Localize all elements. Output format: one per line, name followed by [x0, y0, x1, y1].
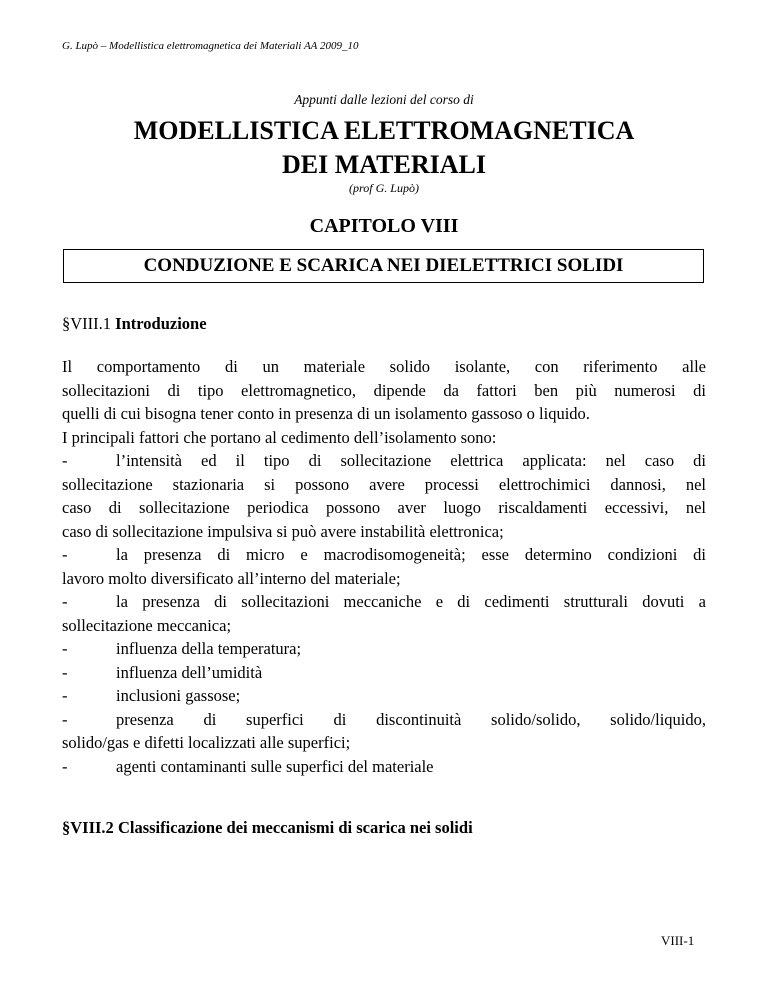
list-item-line	[62, 684, 706, 708]
list-item-line	[62, 755, 706, 779]
bullet-dash: -	[62, 756, 68, 776]
running-header: G. Lupò – Modellistica elettromagnetica dei Materiali AA 2009_10	[62, 40, 359, 52]
bullet-dash: -	[62, 451, 68, 470]
section-heading-1	[62, 314, 207, 334]
course-title	[0, 114, 768, 182]
page-number: VIII-1	[661, 933, 695, 948]
list-item-text: presenza di superfici di discontinuità solido/solido, solido/liquido,	[116, 709, 706, 729]
bullet-dash: -	[62, 545, 68, 564]
list-item-line	[62, 543, 706, 567]
paragraph-line: sollecitazioni di tipo elettromagnetico, dipende da fattori ben più numerosi di	[62, 380, 706, 400]
chapter-title: CAPITOLO VIII	[309, 215, 459, 237]
list-item-line	[62, 708, 706, 732]
bullet-dash: -	[62, 639, 68, 658]
bullet-dash: -	[62, 709, 68, 729]
list-item-line	[62, 449, 706, 473]
intro-line: Appunti dalle lezioni del corso di	[294, 92, 474, 107]
list-item-text: agenti contaminanti sulle superfici del materiale	[116, 756, 434, 776]
section-number: §VIII.2	[62, 818, 114, 837]
section-title: Classificazione dei meccanismi di scarica nei solidi	[117, 818, 473, 837]
professor-credit: (prof G. Lupò)	[349, 181, 419, 195]
list-item-line: lavoro molto diversificato all’interno del materiale;	[62, 568, 401, 588]
paragraph-line: Il comportamento di un materiale solido isolante, con riferimento alle	[62, 357, 706, 376]
list-item-line	[62, 637, 706, 661]
section-title: Introduzione	[115, 314, 207, 333]
bullet-dash: -	[62, 662, 68, 682]
bullet-dash: -	[62, 592, 68, 611]
list-item-line	[62, 661, 706, 685]
body-text	[62, 355, 706, 778]
list-item-line: caso di sollecitazione impulsiva si può avere instabilità elettronica;	[62, 521, 504, 541]
list-item-text: influenza dell’umidità	[116, 662, 263, 682]
chapter-subtitle-box: CONDUZIONE E SCARICA NEI DIELETTRICI SOLIDI	[63, 249, 704, 283]
list-item-text: inclusioni gassose;	[116, 686, 241, 705]
list-item-text: la presenza di micro e macrodisomogeneità; esse determino condizioni di	[116, 545, 706, 564]
list-item-text: l’intensità ed il tipo di sollecitazione elettrica applicata: nel caso di	[116, 451, 706, 470]
list-item-text: la presenza di sollecitazioni meccaniche e di cedimenti strutturali dovuti a	[116, 592, 706, 611]
course-title-line: DEI MATERIALI	[282, 150, 486, 179]
list-item-line: caso di sollecitazione periodica possono aver luogo riscaldamenti eccessivi, nel	[62, 498, 706, 517]
list-item-text: influenza della temperatura;	[116, 639, 302, 658]
section-number: §VIII.1	[62, 314, 112, 333]
list-item-line: sollecitazione meccanica;	[62, 615, 232, 635]
course-title-line: MODELLISTICA ELETTROMAGNETICA	[133, 116, 635, 145]
list-item-line: sollecitazione stazionaria si possono avere processi elettrochimici dannosi, nel	[62, 474, 706, 494]
paragraph-line: quelli di cui bisogna tener conto in presenza di un isolamento gassoso o liquido.	[62, 404, 590, 423]
section-heading-2	[62, 818, 473, 838]
paragraph-line: I principali fattori che portano al cedimento dell’isolamento sono:	[62, 427, 497, 447]
list-item-line	[62, 590, 706, 614]
list-item-line: solido/gas e difetti localizzati alle superfici;	[62, 733, 351, 752]
bullet-dash: -	[62, 686, 68, 705]
